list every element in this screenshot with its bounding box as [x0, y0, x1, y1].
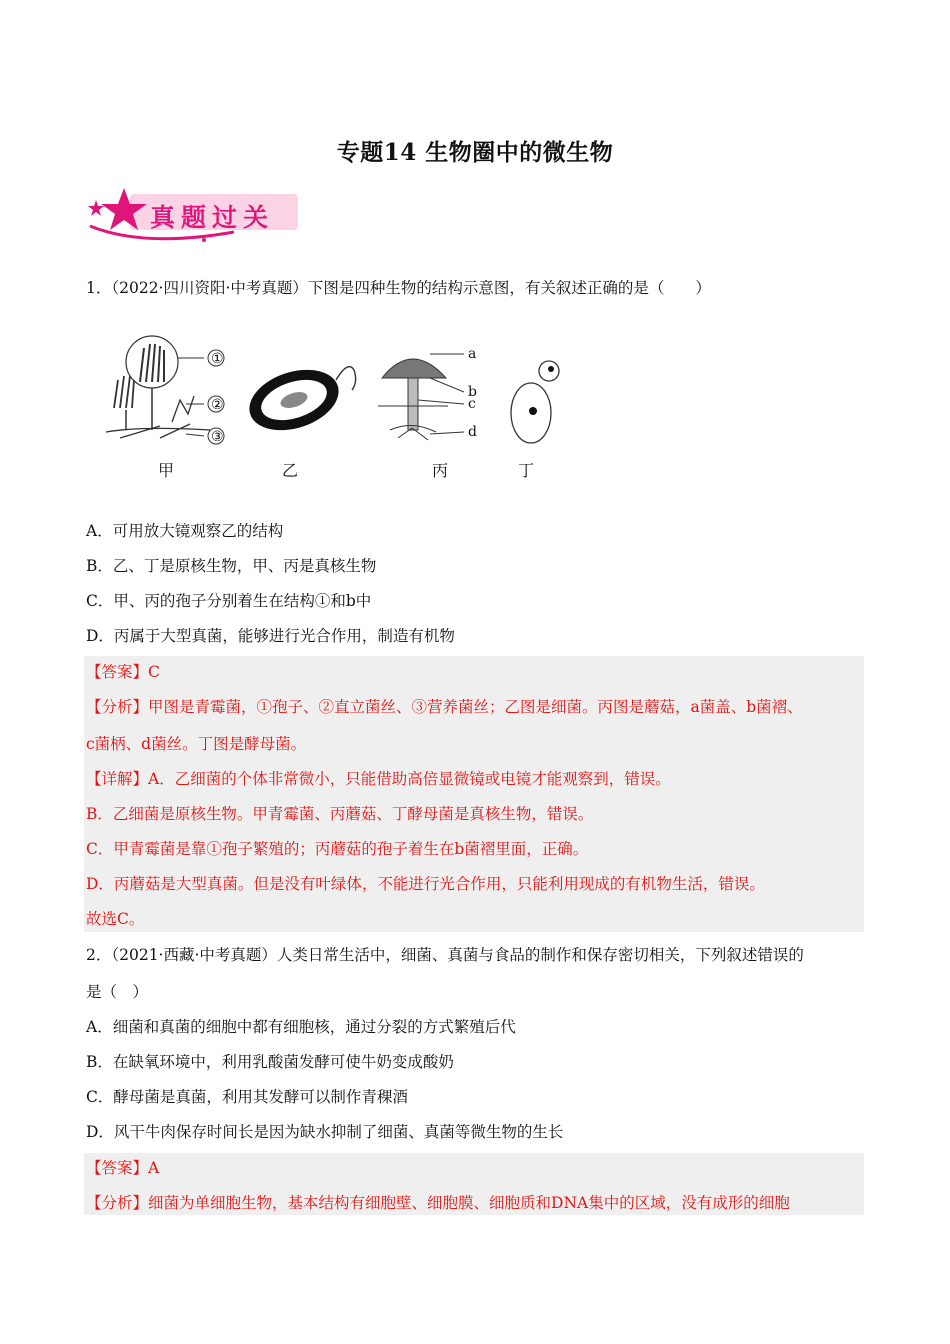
q2-option-d: D．风干牛肉保存时间长是因为缺水抑制了细菌、真菌等微生物的生长 — [86, 1123, 564, 1141]
penicillium-drawing — [106, 336, 224, 444]
q1-option-d: D．丙属于大型真菌，能够进行光合作用，制造有机物 — [86, 627, 455, 645]
banner-text: 真题过关 — [150, 203, 275, 232]
q1-analysis: 【分析】甲图是青霉菌，①孢子、②直立菌丝、③营养菌丝；乙图是细菌。丙图是蘑菇，a菌盖、b菌褶、 — [86, 698, 803, 716]
mark-3: ③ — [211, 429, 224, 445]
q1-detail: 【详解】A．乙细菌的个体非常微小，只能借助高倍显微镜或电镜才能观察到，错误。 — [86, 770, 671, 788]
q2-option-c: C．酵母菌是真菌，利用其发酵可以制作青稞酒 — [86, 1088, 408, 1106]
mark-d: d — [468, 424, 477, 440]
q1-detail-c: C．甲青霉菌是靠①孢子繁殖的；丙蘑菇的孢子着生在b菌褶里面，正确。 — [86, 840, 589, 858]
small-star-icon — [88, 200, 104, 216]
q2-stem: 2．（2021·西藏·中考真题）人类日常生活中，细菌、真菌与食品的制作和保存密切相关，下列叙述错误的 — [86, 946, 804, 964]
bacterium-drawing — [242, 359, 356, 441]
figure-label-yi: 乙 — [282, 461, 299, 480]
q2-answer: 【答案】A — [86, 1159, 160, 1177]
mushroom-drawing — [378, 354, 464, 440]
figure-label-bing: 丙 — [432, 461, 449, 480]
q1-answer: 【答案】C — [86, 663, 160, 681]
q2-stem-cont: 是（ ） — [86, 983, 149, 1001]
q2-analysis: 【分析】细菌为单细胞生物，基本结构有细胞壁、细胞膜、细胞质和DNA集中的区域，没有成形的细胞 — [86, 1194, 790, 1212]
mark-c: c — [468, 396, 476, 412]
figure-label-ding: 丁 — [518, 461, 535, 480]
mark-1: ① — [211, 351, 224, 367]
page-title: 专题14 生物圈中的微生物 — [336, 139, 614, 166]
q2-option-b: B．在缺氧环境中，利用乳酸菌发酵可使牛奶变成酸奶 — [86, 1053, 454, 1071]
organism-figure — [100, 330, 500, 450]
mark-2: ② — [211, 397, 224, 413]
q1-detail-d: D．丙蘑菇是大型真菌。但是没有叶绿体，不能进行光合作用，只能利用现成的有机物生活，错误。 — [86, 875, 765, 893]
q1-option-b: B．乙、丁是原核生物，甲、丙是真核生物 — [86, 557, 377, 575]
yeast-drawing — [505, 355, 565, 450]
q1-option-c: C．甲、丙的孢子分别着生在结构①和b中 — [86, 592, 372, 610]
q1-detail-b: B．乙细菌是原核生物。甲青霉菌、丙蘑菇、丁酵母菌是真核生物，错误。 — [86, 805, 594, 823]
q1-option-a: A．可用放大镜观察乙的结构 — [86, 522, 284, 540]
q1-conclusion: 故选C。 — [86, 910, 145, 928]
mark-b: b — [468, 384, 477, 400]
figure-label-jia: 甲 — [158, 461, 175, 480]
q2-option-a: A．细菌和真菌的细胞中都有细胞核，通过分裂的方式繁殖后代 — [86, 1018, 516, 1036]
mark-a: a — [468, 346, 477, 362]
q1-analysis-cont: c菌柄、d菌丝。丁图是酵母菌。 — [86, 735, 307, 753]
q1-stem: 1．（2022·四川资阳·中考真题）下图是四种生物的结构示意图，有关叙述正确的是（ ） — [86, 279, 711, 297]
